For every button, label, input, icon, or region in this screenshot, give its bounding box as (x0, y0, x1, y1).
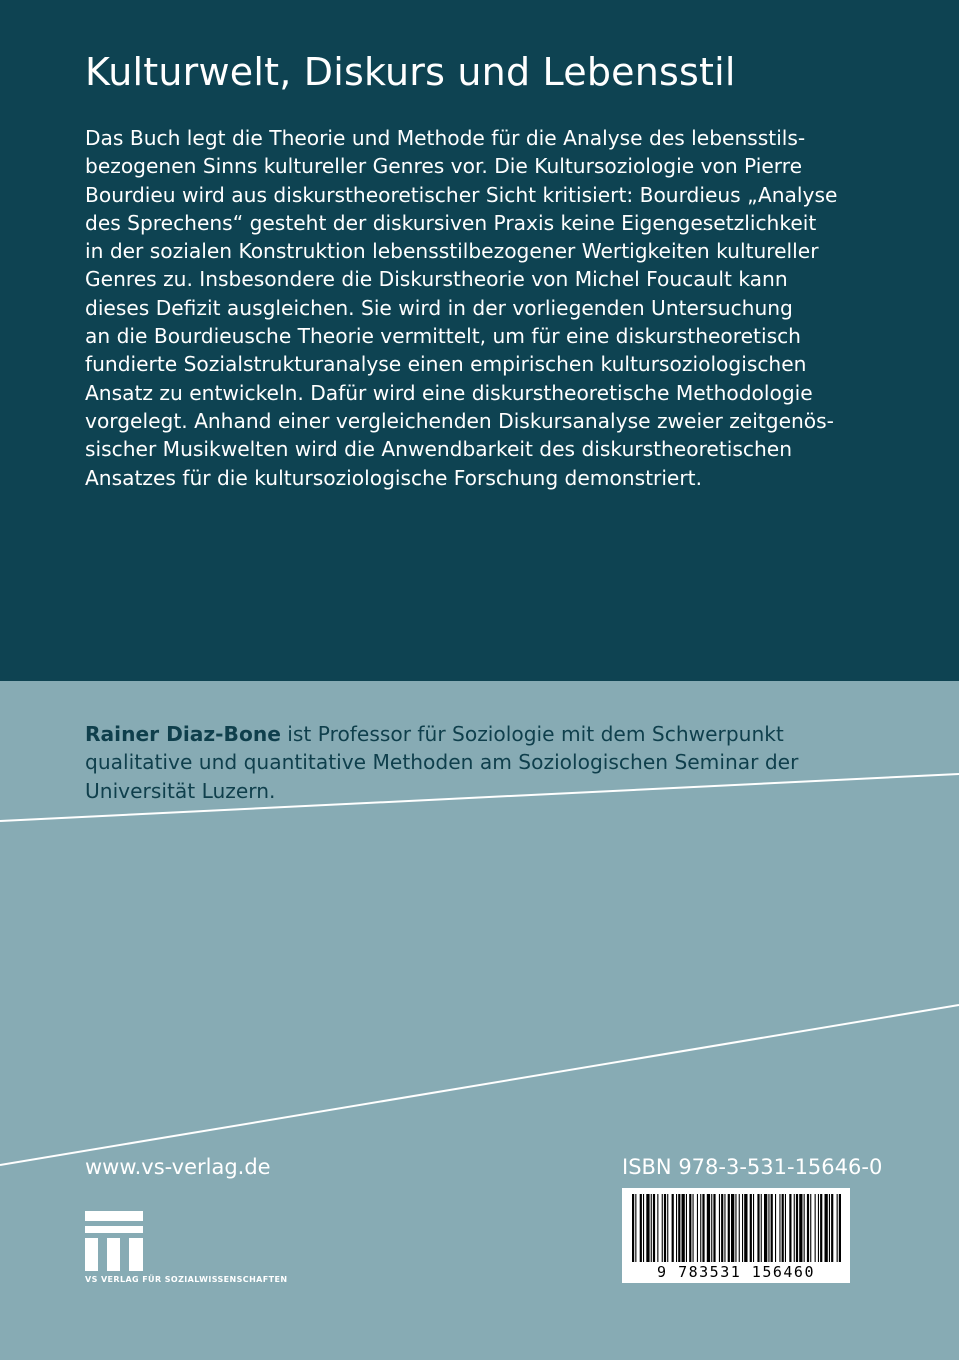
isbn-text: ISBN 978-3-531-15646-0 (622, 1155, 883, 1179)
blurb-line: an die Bourdieusche Theorie vermittelt, um für eine diskurstheoretisch (85, 324, 801, 349)
barcode-digits: 9 783531 156460 (657, 1263, 815, 1281)
blurb-line: Genres zu. Insbesondere die Diskurstheorie von Michel Foucault kann (85, 267, 788, 292)
blurb-line: dieses Defizit ausgleichen. Sie wird in der vorliegenden Untersuchung (85, 295, 793, 320)
author-name: Rainer Diaz-Bone (85, 722, 281, 746)
publisher-website: www.vs-verlag.de (85, 1155, 271, 1179)
blurb-line: Ansatzes für die kultursoziologische Forschung demonstriert. (85, 465, 702, 490)
author-bio-text: ist Professor für Soziologie mit dem Schwerpunkt (280, 722, 784, 746)
author-bio (85, 720, 885, 805)
blurb-text (85, 124, 885, 492)
author-bio-line: qualitative und quantitative Methoden am Soziologischen Seminar der (85, 750, 799, 775)
lower-diagonal-line (0, 1005, 959, 1165)
blurb-line: Ansatz zu entwickeln. Dafür wird eine diskurstheoretische Methodologie (85, 380, 813, 405)
barcode (622, 1188, 850, 1283)
author-bio-line (85, 720, 885, 748)
author-bio-line: Universität Luzern. (85, 778, 276, 803)
blurb-line: sischer Musikwelten wird die Anwendbarkeit des diskurstheoretischen (85, 437, 793, 462)
blurb-line: Bourdieu wird aus diskurstheoretischer Sicht kritisiert: Bourdieus „Analyse (85, 182, 838, 207)
publisher-name: VS VERLAG FÜR SOZIALWISSENSCHAFTEN (85, 1275, 288, 1284)
publisher-logo-icon (85, 1211, 145, 1271)
barcode-bars-icon (622, 1188, 850, 1264)
blurb-line: in der sozialen Konstruktion lebensstilbezogener Wertigkeiten kultureller (85, 239, 819, 264)
blurb-line: vorgelegt. Anhand einer vergleichenden Diskursanalyse zweier zeitgenös- (85, 408, 834, 433)
blurb-line: des Sprechens“ gesteht der diskursiven Praxis keine Eigengesetzlichkeit (85, 210, 817, 235)
blurb-line: fundierte Sozialstrukturanalyse einen empirischen kultursoziologischen (85, 352, 807, 377)
blurb-line: Das Buch legt die Theorie und Methode für die Analyse des lebensstils- (85, 126, 806, 150)
blurb-line: bezogenen Sinns kultureller Genres vor. Die Kultursoziologie von Pierre (85, 154, 803, 179)
book-title: Kulturwelt, Diskurs und Lebensstil (85, 50, 736, 94)
